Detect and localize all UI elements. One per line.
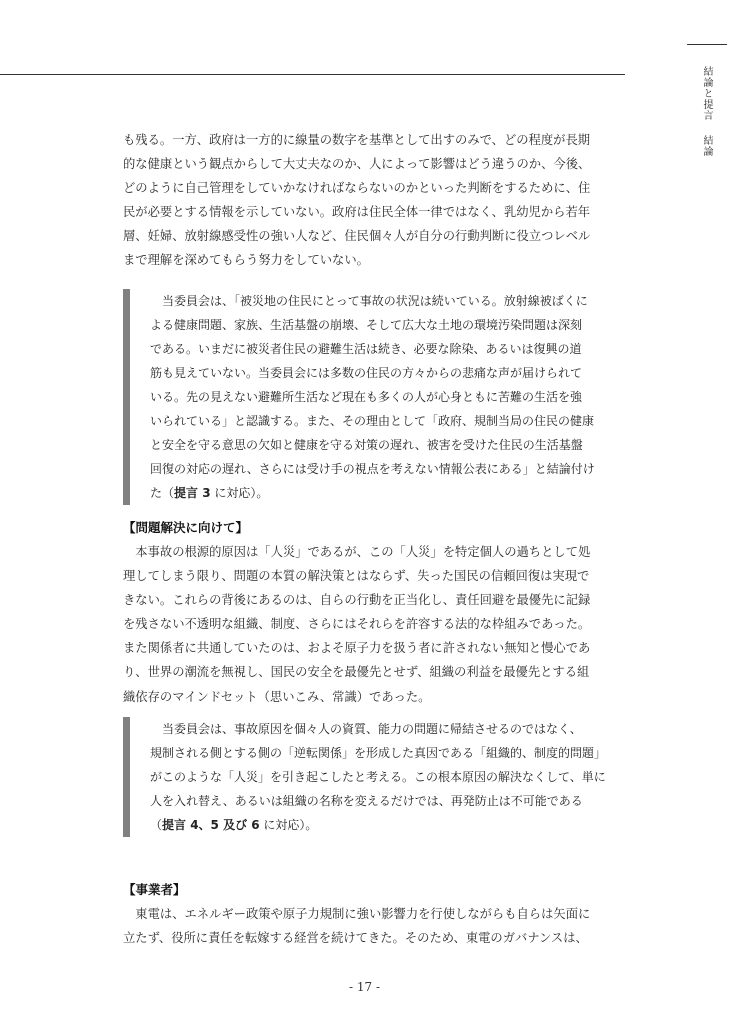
quote-line: 回復の対応の遅れ、さらには受け手の視点を考えない情報公表にある」と結論付け bbox=[150, 462, 595, 476]
text-line: 的な健康という観点からして大丈夫なのか、人によって影響はどう違うのか、今後、 bbox=[123, 157, 591, 172]
section-side-label bbox=[700, 66, 712, 157]
subsection-title: 結論 bbox=[701, 135, 712, 157]
text-line: 東電は、エネルギー政策や原子力規制に強い影響力を行使しながらも自らは矢面に bbox=[123, 907, 591, 921]
text-line: 理してしまう限り、問題の本質の解決策とはならず、失った国民の信頼回復は実現で bbox=[123, 569, 590, 584]
quote-line: 当委員会は、「被災地の住民にとって事故の状況は続いている。放射線被ばくに bbox=[150, 294, 588, 308]
quote-line: 筋も見えていない。当委員会には多数の住民の方々からの悲痛な声が届けられて bbox=[150, 366, 583, 380]
text-line: まで理解を深めてもらう努力をしていない。 bbox=[123, 253, 369, 268]
text-line: を残さない不透明な組織、制度、さらにはそれらを許容する法的な枠組みであった。 bbox=[123, 617, 591, 632]
body-paragraph-3 bbox=[123, 902, 627, 950]
proposal-reference: 提言 3 bbox=[174, 486, 211, 500]
text-line: きない。これらの背後にあるのは、自らの行動を正当化し、責任回避を最優先に記録 bbox=[123, 593, 591, 608]
text-line: 織依存のマインドセット（思いこみ、常識）であった。 bbox=[123, 689, 431, 704]
section-heading-solution: 【問題解決に向けて】 bbox=[123, 520, 249, 535]
quote-text: に対応）。 bbox=[210, 486, 269, 500]
quote-line-last bbox=[150, 481, 627, 505]
quote-line: 当委員会は、事故原因を個々人の資質、能力の問題に帰結させるのではなく、 bbox=[150, 722, 582, 736]
quote-line: よる健康問題、家族、生活基盤の崩壊、そして広大な土地の環境汚染問題は深刻 bbox=[150, 318, 583, 332]
section-heading-operator: 【事業者】 bbox=[123, 882, 186, 897]
quote-line: 人を入れ替え、あるいは組織の名称を変えるだけでは、再発防止は不可能である bbox=[150, 794, 583, 808]
text-line: 民が必要とする情報を示していない。政府は住民全体一律ではなく、乳幼児から若年 bbox=[123, 205, 591, 220]
section-title: 結論と提言 bbox=[701, 66, 712, 121]
text-line: 立たず、役所に責任を転嫁する経営を続けてきた。そのため、東電のガバナンスは、 bbox=[123, 931, 588, 946]
quote-line: と安全を守る意思の欠如と健康を守る対策の遅れ、被害を受けた住民の生活基盤 bbox=[150, 438, 583, 452]
text-line: また関係者に共通していたのは、およそ原子力を扱う者に許されない無知と慢心であ bbox=[123, 641, 591, 656]
proposal-reference: 提言 4、5 及び 6 bbox=[162, 818, 260, 832]
text-line: り、世界の潮流を無視し、国民の安全を最優先とせず、組織の利益を最優先とする組 bbox=[123, 665, 590, 680]
top-rule bbox=[0, 74, 625, 75]
text-line: 本事故の根源的原因は「人災」であるが、この「人災」を特定個人の過ちとして処 bbox=[123, 545, 591, 559]
page-number: - 17 - bbox=[348, 980, 380, 994]
quote-line: いる。先の見えない避難所生活など現在も多くの人が心身ともに苦難の生活を強 bbox=[150, 390, 583, 404]
body-paragraph-2 bbox=[123, 540, 627, 709]
quote-text: （ bbox=[150, 818, 163, 832]
committee-quote-1 bbox=[123, 289, 627, 505]
quote-line: がこのような「人災」を引き起こしたと考える。この根本原因の解決なくして、単に bbox=[150, 770, 606, 784]
quote-line: である。いまだに被災者住民の避難生活は続き、必要な除染、あるいは復興の道 bbox=[150, 342, 582, 356]
committee-quote-2 bbox=[123, 717, 627, 837]
quote-line: 規制される側とする側の「逆転関係」を形成した真因である「組織的、制度的問題」 bbox=[150, 746, 607, 760]
quote-text: に対応）。 bbox=[259, 818, 318, 832]
quote-line: いられている」と認識する。また、その理由として「政府、規制当局の住民の健康 bbox=[150, 414, 595, 428]
quote-line-last bbox=[150, 813, 627, 837]
text-line: どのように自己管理をしていかなければならないのかといった判断をするために、住 bbox=[123, 181, 591, 196]
side-rule bbox=[687, 44, 727, 45]
quote-text: た（ bbox=[150, 486, 175, 500]
text-line: も残る。一方、政府は一方的に線量の数字を基準として出すのみで、どの程度が長期 bbox=[123, 133, 591, 147]
text-line: 層、妊婦、放射線感受性の強い人など、住民個々人が自分の行動判断に役立つレベル bbox=[123, 229, 591, 244]
body-paragraph-1 bbox=[123, 128, 627, 273]
